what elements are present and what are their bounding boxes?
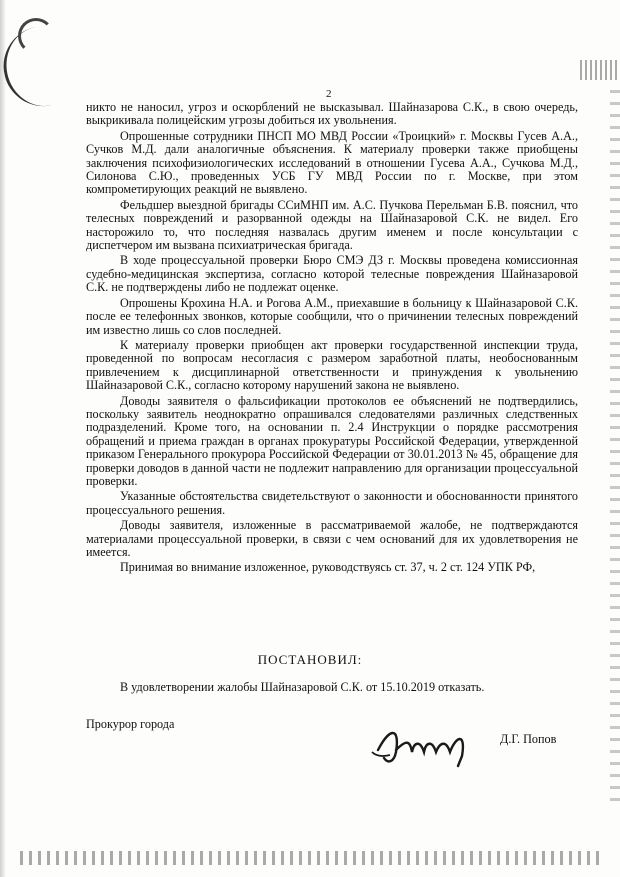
paragraph: Доводы заявителя, изложенные в рассматриваемой жалобе, не подтверждаются материалами процессуальной проверки, в связи с чем оснований для их удовлетворения не имеется. — [86, 518, 578, 559]
page-number: 2 — [326, 88, 332, 100]
decision-heading: ПОСТАНОВИЛ: — [257, 652, 363, 667]
paragraph: никто не наносил, угроз и оскорблений не высказывал. Шайназарова С.К., в свою очередь, выкрикивала полицейским угрозы добиться их увольнения. — [86, 100, 578, 128]
signatory-name: Д.Г. Попов — [500, 732, 557, 746]
paragraph: Фельдшер выездной бригады ССиМНП им. А.С. Пучкова Перельман Б.В. пояснил, что телесных повреждений и разорванной одежды на Шайназаровой С.К. не видел. Его насторожило то, что последняя назвалась другим именем и после консультации с диспетчером им вызвана психиатрическая бригада. — [86, 197, 578, 253]
paragraph: Опрошены Крохина Н.А. и Рогова А.М., приехавшие в больницу к Шайназаровой С.К. после ее телефонных звонков, которые сообщили, что о причинении телесных повреждений им известно лишь со слов последней. — [86, 295, 578, 337]
scan-mark-corner — [18, 18, 54, 54]
scan-noise-top — [580, 60, 620, 80]
signatory-title: Прокурор города — [86, 717, 175, 731]
scan-edge — [0, 0, 6, 877]
paragraph: Доводы заявителя о фальсификации протоколов ее объяснений не подтвердились, поскольку заявитель неоднократно опрашивался следователями различных следственных подразделений. Кроме того, на основании п. 2.4 Инструкции о порядке рассмотрения обращений и приема граждан в органах прокуратуры Российской Федерации, утвержденной приказом Генерального прокурора Российской Федерации от 30.01.2013 № 45, обращение для проверки доводов в данной части не подлежит направлению для организации процессуальной проверки. — [86, 393, 578, 488]
scan-noise-bottom — [20, 851, 600, 865]
decision-text: В удовлетворении жалобы Шайназаровой С.К. от 15.10.2019 отказать. — [120, 680, 485, 694]
paragraph: Указанные обстоятельства свидетельствуют о законности и обоснованности принятого процессуального решения. — [86, 489, 578, 517]
paragraph: Принимая во внимание изложенное, руководствуясь ст. 37, ч. 2 ст. 124 УПК РФ, — [120, 560, 536, 575]
scan-noise-right — [610, 90, 620, 810]
paragraph: Опрошенные сотрудники ПНСП МО МВД России «Троицкий» г. Москвы Гусев А.А., Сучков М.Д. дали аналогичные объяснения. К материалу проверки также приобщены заключения психофизиологических исследований в отношении Гусева А.А., Сучкова М.Д., Силонова С.Ю., проведенных УСБ ГУ МВД России по г. Москве, при этом компрометирующих реакций не выявлено. — [86, 128, 578, 197]
paragraph: В ходе процессуальной проверки Бюро СМЭ ДЗ г. Москвы проведена комиссионная судебно-медицинская экспертиза, согласно которой телесные повреждения Шайназаровой С.К. не подтверждены либо не подлежат оценке. — [86, 253, 578, 295]
signature-image — [370, 722, 490, 772]
document-body — [86, 101, 578, 577]
paragraph: К материалу проверки приобщен акт проверки государственной инспекции труда, проведенной по вопросам несогласия с размером заработной платы, необоснованным привлечением к дисциплинарной ответственности и принуждения к увольнению Шайназаровой С.К., согласно которому нарушений закона не выявлено. — [86, 337, 578, 393]
